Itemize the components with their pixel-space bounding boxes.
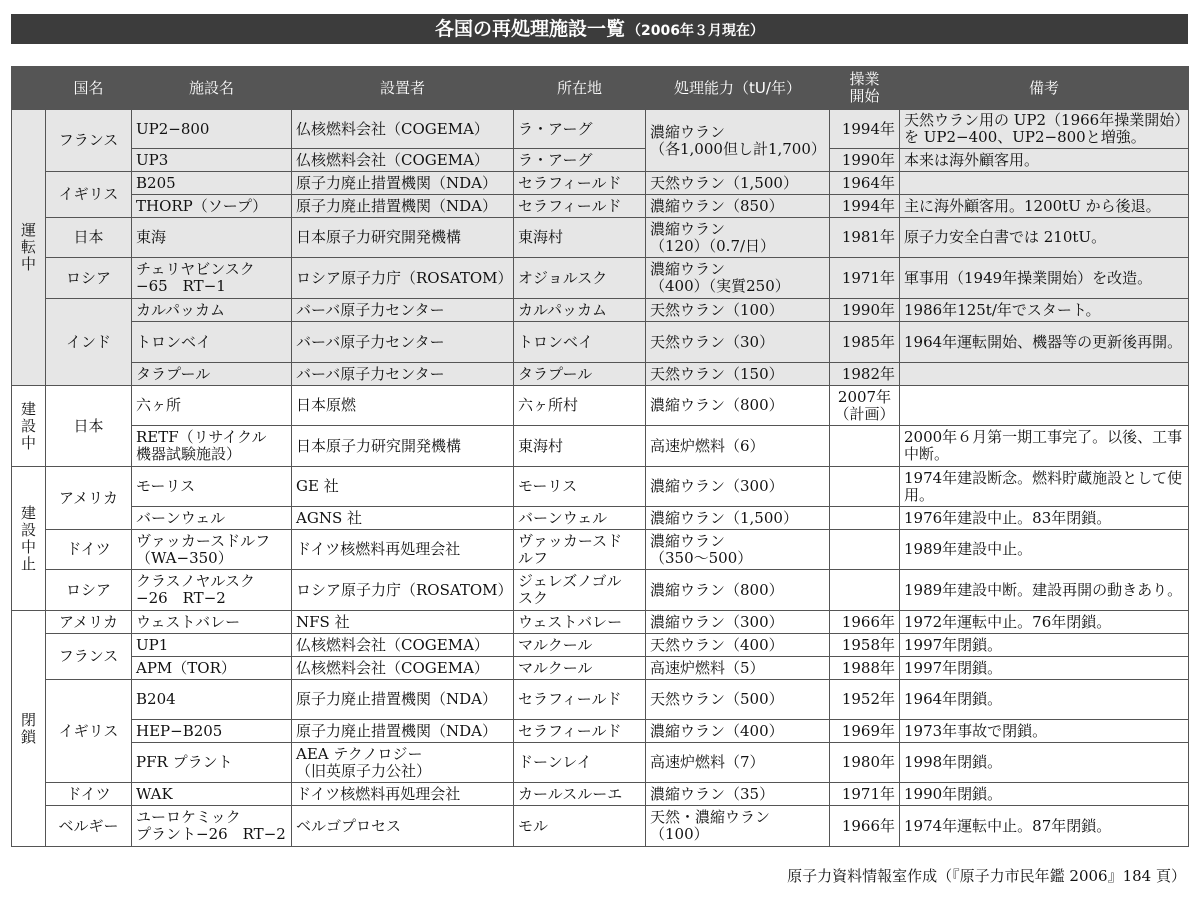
facility-cell: UP2−800: [132, 110, 292, 149]
table-row: [12, 611, 1189, 634]
location-cell: モーリス: [514, 467, 646, 507]
table-row: [12, 172, 1189, 195]
location-cell: モル: [514, 806, 646, 847]
section-construction: 建 設 中: [12, 386, 46, 467]
note-cell: 1974年建設断念。燃料貯蔵施設として使用。: [900, 467, 1189, 507]
location-cell: トロンベイ: [514, 322, 646, 363]
facility-cell: RETF（リサイクル 機器試験施設）: [132, 426, 292, 467]
start-cell: 1971年: [830, 783, 900, 806]
table-row: [12, 634, 1189, 657]
facility-cell: B204: [132, 680, 292, 720]
note-cell: [900, 386, 1189, 426]
operator-cell: バーバ原子力センター: [292, 322, 514, 363]
facility-cell: 六ヶ所: [132, 386, 292, 426]
capacity-cell: 濃縮ウラン （400）（実質250）: [646, 258, 830, 299]
capacity-cell: 天然ウラン（1,500）: [646, 172, 830, 195]
capacity-cell: 濃縮ウラン（1,500）: [646, 507, 830, 530]
start-cell: 1990年: [830, 149, 900, 172]
facility-cell: クラスノヤルスク −26 RT−2: [132, 570, 292, 611]
operator-cell: 仏核燃料会社（COGEMA）: [292, 634, 514, 657]
operator-cell: 仏核燃料会社（COGEMA）: [292, 657, 514, 680]
operator-cell: AGNS 社: [292, 507, 514, 530]
operator-cell: 原子力廃止措置機関（NDA）: [292, 195, 514, 218]
facility-cell: チェリヤビンスク −65 RT−1: [132, 258, 292, 299]
note-cell: 主に海外顧客用。1200tU から後退。: [900, 195, 1189, 218]
capacity-cell: 濃縮ウラン（300）: [646, 467, 830, 507]
location-cell: ドーンレイ: [514, 743, 646, 783]
location-cell: ラ・アーグ: [514, 149, 646, 172]
location-cell: カルパッカム: [514, 299, 646, 322]
operator-cell: バーバ原子力センター: [292, 299, 514, 322]
country-cell: 日本: [46, 386, 132, 467]
facility-cell: 東海: [132, 218, 292, 258]
country-cell: フランス: [46, 634, 132, 680]
start-cell: 1958年: [830, 634, 900, 657]
note-cell: 1989年建設中止。: [900, 530, 1189, 570]
operator-cell: 原子力廃止措置機関（NDA）: [292, 720, 514, 743]
note-cell: 1997年閉鎖。: [900, 634, 1189, 657]
header-note: 備考: [900, 67, 1189, 110]
start-cell: 1966年: [830, 611, 900, 634]
capacity-cell: 濃縮ウラン （各1,000但し計1,700）: [646, 110, 830, 172]
table-row: [12, 530, 1189, 570]
operator-cell: 日本原子力研究開発機構: [292, 218, 514, 258]
table-row: [12, 720, 1189, 743]
operator-cell: ドイツ核燃料再処理会社: [292, 783, 514, 806]
start-cell: 1994年: [830, 110, 900, 149]
location-cell: ヴァッカースド ルフ: [514, 530, 646, 570]
start-cell: 2007年 （計画）: [830, 386, 900, 426]
operator-cell: ロシア原子力庁（ROSATOM）: [292, 258, 514, 299]
facility-cell: モーリス: [132, 467, 292, 507]
location-cell: セラフィールド: [514, 720, 646, 743]
location-cell: ジェレズノゴル スク: [514, 570, 646, 611]
operator-cell: 原子力廃止措置機関（NDA）: [292, 680, 514, 720]
start-cell: 1994年: [830, 195, 900, 218]
header-row: [12, 67, 1189, 110]
start-cell: 1990年: [830, 299, 900, 322]
operator-cell: 仏核燃料会社（COGEMA）: [292, 110, 514, 149]
note-cell: 1997年閉鎖。: [900, 657, 1189, 680]
start-cell: 1980年: [830, 743, 900, 783]
table-row: [12, 570, 1189, 611]
capacity-cell: 高速炉燃料（5）: [646, 657, 830, 680]
country-cell: イギリス: [46, 172, 132, 218]
table-title: [11, 14, 1188, 44]
note-cell: [900, 363, 1189, 386]
start-cell: 1952年: [830, 680, 900, 720]
location-cell: セラフィールド: [514, 680, 646, 720]
capacity-cell: 濃縮ウラン（800）: [646, 570, 830, 611]
capacity-cell: 天然ウラン（30）: [646, 322, 830, 363]
header-operator: 設置者: [292, 67, 514, 110]
start-cell: 1969年: [830, 720, 900, 743]
capacity-cell: 高速炉燃料（6）: [646, 426, 830, 467]
capacity-cell: 天然・濃縮ウラン （100）: [646, 806, 830, 847]
table-row: [12, 680, 1189, 720]
facility-cell: バーンウェル: [132, 507, 292, 530]
note-cell: 本来は海外顧客用。: [900, 149, 1189, 172]
note-cell: 軍事用（1949年操業開始）を改造。: [900, 258, 1189, 299]
table-row: [12, 467, 1189, 507]
operator-cell: NFS 社: [292, 611, 514, 634]
table-row: [12, 363, 1189, 386]
operator-cell: 日本原燃: [292, 386, 514, 426]
start-cell: 1982年: [830, 363, 900, 386]
capacity-cell: 濃縮ウラン （120）（0.7/日）: [646, 218, 830, 258]
note-cell: 1972年運転中止。76年閉鎖。: [900, 611, 1189, 634]
facility-cell: UP1: [132, 634, 292, 657]
capacity-cell: 天然ウラン（100）: [646, 299, 830, 322]
table-row: [12, 110, 1189, 149]
facility-cell: UP3: [132, 149, 292, 172]
note-cell: 1976年建設中止。83年閉鎖。: [900, 507, 1189, 530]
country-cell: アメリカ: [46, 467, 132, 530]
operator-cell: 仏核燃料会社（COGEMA）: [292, 149, 514, 172]
start-cell: [830, 570, 900, 611]
table-row: [12, 426, 1189, 467]
facility-cell: ヴァッカースドルフ （WA−350）: [132, 530, 292, 570]
source-citation: 原子力資料情報室作成（『原子力市民年鑑 2006』184 頁）: [787, 867, 1186, 885]
operator-cell: ドイツ核燃料再処理会社: [292, 530, 514, 570]
section-closed: 閉 鎖: [12, 611, 46, 847]
title-date: （2006年３月現在）: [627, 23, 764, 39]
country-cell: 日本: [46, 218, 132, 258]
country-cell: フランス: [46, 110, 132, 172]
header-country: 国名: [46, 67, 132, 110]
capacity-cell: 濃縮ウラン（300）: [646, 611, 830, 634]
operator-cell: ベルゴプロセス: [292, 806, 514, 847]
start-cell: 1971年: [830, 258, 900, 299]
operator-cell: AEA テクノロジー （旧英原子力公社）: [292, 743, 514, 783]
country-cell: アメリカ: [46, 611, 132, 634]
header-location: 所在地: [514, 67, 646, 110]
note-cell: [900, 172, 1189, 195]
capacity-cell: 天然ウラン（500）: [646, 680, 830, 720]
operator-cell: バーバ原子力センター: [292, 363, 514, 386]
start-cell: 1966年: [830, 806, 900, 847]
location-cell: マルクール: [514, 634, 646, 657]
header-start: 操業 開始: [830, 67, 900, 110]
facility-cell: タラプール: [132, 363, 292, 386]
table-row: [12, 657, 1189, 680]
note-cell: 1964年閉鎖。: [900, 680, 1189, 720]
table-row: [12, 258, 1189, 299]
facility-cell: ウェストバレー: [132, 611, 292, 634]
note-cell: 天然ウラン用の UP2（1966年操業開始）を UP2−400、UP2−800と増強。: [900, 110, 1189, 149]
facility-cell: カルパッカム: [132, 299, 292, 322]
facility-cell: APM（TOR）: [132, 657, 292, 680]
start-cell: 1981年: [830, 218, 900, 258]
country-cell: ドイツ: [46, 783, 132, 806]
capacity-cell: 高速炉燃料（7）: [646, 743, 830, 783]
header-facility: 施設名: [132, 67, 292, 110]
header-category: [12, 67, 46, 110]
country-cell: ロシア: [46, 258, 132, 299]
note-cell: 2000年６月第一期工事完了。以後、工事中断。: [900, 426, 1189, 467]
capacity-cell: 濃縮ウラン（35）: [646, 783, 830, 806]
section-operating: 運 転 中: [12, 110, 46, 386]
location-cell: セラフィールド: [514, 195, 646, 218]
operator-cell: 日本原子力研究開発機構: [292, 426, 514, 467]
table-row: [12, 743, 1189, 783]
header-capacity: 処理能力（tU/年）: [646, 67, 830, 110]
table-row: [12, 322, 1189, 363]
operator-cell: GE 社: [292, 467, 514, 507]
note-cell: 原子力安全白書では 210tU。: [900, 218, 1189, 258]
capacity-cell: 濃縮ウラン（800）: [646, 386, 830, 426]
location-cell: バーンウェル: [514, 507, 646, 530]
start-cell: 1988年: [830, 657, 900, 680]
start-cell: [830, 507, 900, 530]
start-cell: [830, 467, 900, 507]
note-cell: 1986年125t/年でスタート。: [900, 299, 1189, 322]
table-row: [12, 806, 1189, 847]
table-row: [12, 507, 1189, 530]
operator-cell: ロシア原子力庁（ROSATOM）: [292, 570, 514, 611]
reprocessing-facilities-table: [11, 66, 1189, 847]
start-cell: [830, 426, 900, 467]
capacity-cell: 濃縮ウラン （350〜500）: [646, 530, 830, 570]
note-cell: 1990年閉鎖。: [900, 783, 1189, 806]
location-cell: 東海村: [514, 218, 646, 258]
location-cell: オジョルスク: [514, 258, 646, 299]
facility-cell: B205: [132, 172, 292, 195]
table-row: [12, 218, 1189, 258]
table-row: [12, 195, 1189, 218]
country-cell: ロシア: [46, 570, 132, 611]
start-cell: 1964年: [830, 172, 900, 195]
table-row: [12, 299, 1189, 322]
note-cell: 1973年事故で閉鎖。: [900, 720, 1189, 743]
note-cell: 1964年運転開始、機器等の更新後再開。: [900, 322, 1189, 363]
start-cell: [830, 530, 900, 570]
location-cell: ラ・アーグ: [514, 110, 646, 149]
facility-cell: HEP−B205: [132, 720, 292, 743]
facility-cell: PFR プラント: [132, 743, 292, 783]
location-cell: 六ヶ所村: [514, 386, 646, 426]
capacity-cell: 天然ウラン（400）: [646, 634, 830, 657]
note-cell: 1998年閉鎖。: [900, 743, 1189, 783]
start-cell: 1985年: [830, 322, 900, 363]
location-cell: マルクール: [514, 657, 646, 680]
table-row: [12, 783, 1189, 806]
note-cell: 1989年建設中断。建設再開の動きあり。: [900, 570, 1189, 611]
facility-cell: ユーロケミック プラント−26 RT−2: [132, 806, 292, 847]
location-cell: 東海村: [514, 426, 646, 467]
location-cell: カールスルーエ: [514, 783, 646, 806]
capacity-cell: 天然ウラン（150）: [646, 363, 830, 386]
table-row: [12, 149, 1189, 172]
table-row: [12, 386, 1189, 426]
location-cell: セラフィールド: [514, 172, 646, 195]
facility-cell: トロンベイ: [132, 322, 292, 363]
facility-cell: THORP（ソープ）: [132, 195, 292, 218]
title-main: 各国の再処理施設一覧: [435, 18, 626, 40]
country-cell: ドイツ: [46, 530, 132, 570]
note-cell: 1974年運転中止。87年閉鎖。: [900, 806, 1189, 847]
section-suspended: 建 設 中 止: [12, 467, 46, 611]
capacity-cell: 濃縮ウラン（850）: [646, 195, 830, 218]
capacity-cell: 濃縮ウラン（400）: [646, 720, 830, 743]
facility-cell: WAK: [132, 783, 292, 806]
location-cell: タラプール: [514, 363, 646, 386]
country-cell: イギリス: [46, 680, 132, 783]
operator-cell: 原子力廃止措置機関（NDA）: [292, 172, 514, 195]
country-cell: インド: [46, 299, 132, 386]
location-cell: ウェストバレー: [514, 611, 646, 634]
country-cell: ベルギー: [46, 806, 132, 847]
